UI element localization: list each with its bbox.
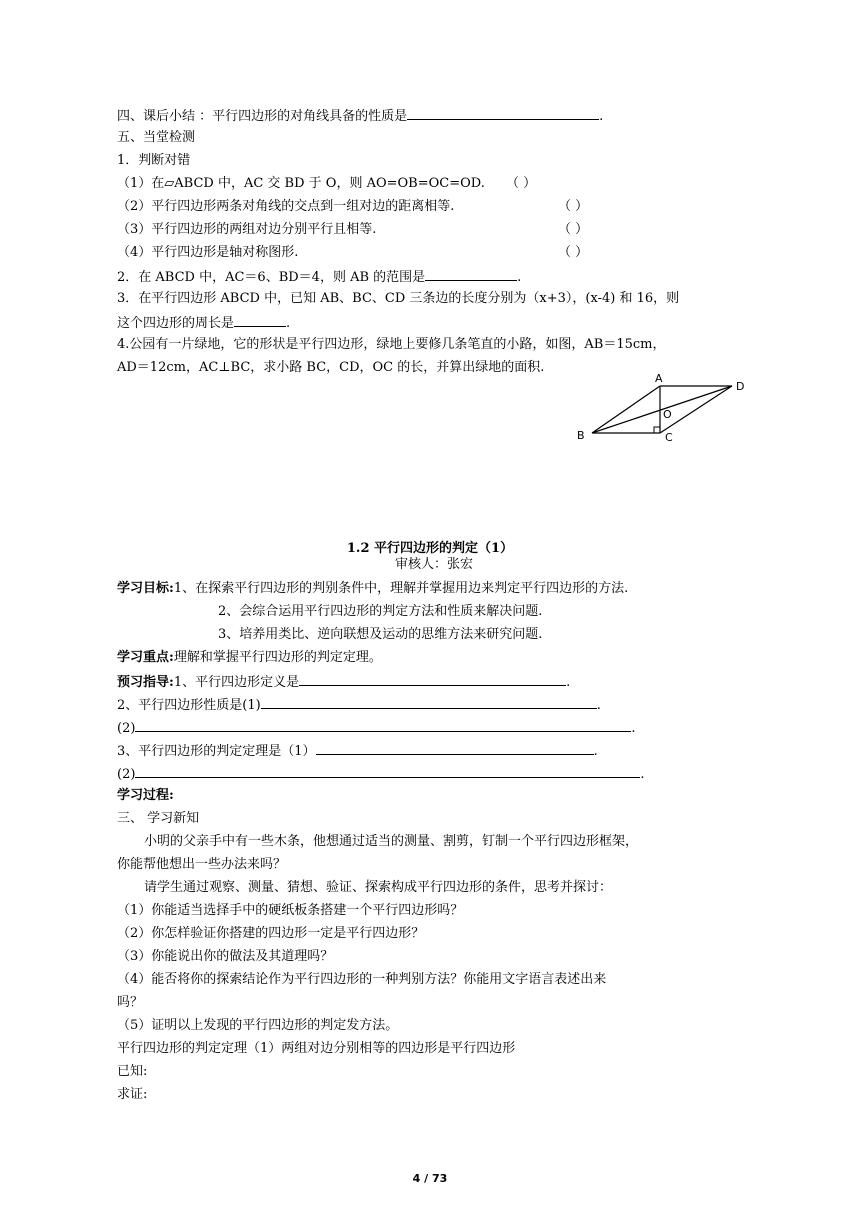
question-4-cont: 吗？ [117,995,144,1010]
label-D: D [736,380,745,393]
q1-item-4: （4）平行四边形是轴对称图形. [117,245,299,260]
q1-paren-3[interactable]: （ ） [558,222,589,237]
guide-line-1: 预习指导:1、平行四边形定义是 . [117,671,570,693]
check-heading: 五、当堂检测 [117,130,196,145]
q3-line2: 这个四边形的周长是 . [117,312,290,334]
diagonal-BD [592,386,732,433]
guide-line-3b: (2) . [117,763,645,785]
guide1-blank[interactable] [299,671,566,686]
para-1-line-1: 小明的父亲手中有一些木条，他想通过适当的测量、割剪，钉制一个平行四边形框架， [144,834,639,849]
prove-label: 求证: [117,1087,148,1102]
q2-blank[interactable] [425,266,517,281]
q1-item-3: （3）平行四边形的两组对边分别平行且相等. [117,222,377,237]
goals-line-3: 3、培养用类比、逆向联想及运动的思维方法来研究问题. [218,627,543,642]
question-1: （1）你能适当选择手中的硬纸板条搭建一个平行四边形吗？ [117,903,464,918]
question-2: （2）你怎样验证你搭建的四边形一定是平行四边形？ [117,926,425,941]
summary-blank[interactable] [407,105,599,120]
label-O: O [663,408,672,421]
page-number: 4 / 73 [412,1172,448,1185]
section-title: 1.2 平行四边形的判定（1） [346,541,514,556]
q3-blank[interactable] [234,312,286,327]
edge-BA [592,386,660,433]
focus-line: 学习重点:理解和掌握平行四边形的判定定理。 [117,650,382,665]
guide-line-2b: (2) . [117,717,636,739]
q1-title: 1．判断对错 [117,153,191,168]
q2-line: 2．在 ABCD 中，AC＝6、BD＝4，则 AB 的范围是 . [117,266,521,288]
label-B: B [577,429,585,442]
given-label: 已知: [117,1064,148,1079]
q4-line1: 4.公园有一片绿地，它的形状是平行四边形，绿地上要修几条笔直的小路，如图，AB＝15cm， [117,337,666,352]
q3-line1: 3．在平行四边形 ABCD 中，已知 AB、BC、CD 三条边的长度分别为（x+3），(x-4) 和 16，则 [117,291,680,306]
reviewer: 审核人：张宏 [395,557,474,572]
guide-line-2: 2、平行四边形性质是(1) . [117,694,601,716]
goals-line-2: 2、会综合运用平行四边形的判定方法和性质来解决问题. [218,604,543,619]
question-4: （4）能否将你的探索结论作为平行四边形的一种判别方法？你能用文字语言表述出来 [117,972,607,987]
para-1-line-2: 你能帮他想出一些办法来吗？ [117,857,287,872]
label-C: C [665,431,673,444]
guide-line-3: 3、平行四边形的判定定理是（1） . [117,740,598,762]
guide2b-blank[interactable] [135,717,631,732]
right-angle-mark [654,427,660,433]
guide2-blank[interactable] [261,694,597,709]
q1-paren-1[interactable]: （ ） [506,176,537,191]
q1-paren-4[interactable]: （ ） [558,245,589,260]
question-3: （3）你能说出你的做法及其道理吗？ [117,949,334,964]
label-A: A [655,372,663,385]
theorem: 平行四边形的判定定理（1）两组对边分别相等的四边形是平行四边形 [117,1041,516,1056]
question-5: （5）证明以上发现的平行四边形的判定发方法。 [117,1018,399,1033]
q1-item-2: （2）平行四边形两条对角线的交点到一组对边的距离相等. [117,199,455,214]
q4-line2: AD＝12cm，AC⊥BC，求小路 BC，CD，OC 的长，并算出绿地的面积. [117,360,545,375]
process-label: 学习过程: [117,788,174,803]
new-heading: 三、 学习新知 [117,811,200,826]
para-2: 请学生通过观察、测量、猜想、验证、探索构成平行四边形的条件，思考并探讨： [144,880,613,895]
q1-paren-2[interactable]: （ ） [558,199,589,214]
goals-line-1: 学习目标:1、在探索平行四边形的判别条件中，理解并掌握用边来判定平行四边形的方法. [117,581,629,596]
guide3-blank[interactable] [316,740,594,755]
q1-item-1: （1）在▱ABCD 中，AC 交 BD 于 O，则 AO=OB=OC=OD. [117,176,485,191]
guide3b-blank[interactable] [135,763,640,778]
parallelogram-figure [566,370,756,450]
summary-line: 四、课后小结 ：平行四边形的对角线具备的性质是 . [117,105,603,127]
